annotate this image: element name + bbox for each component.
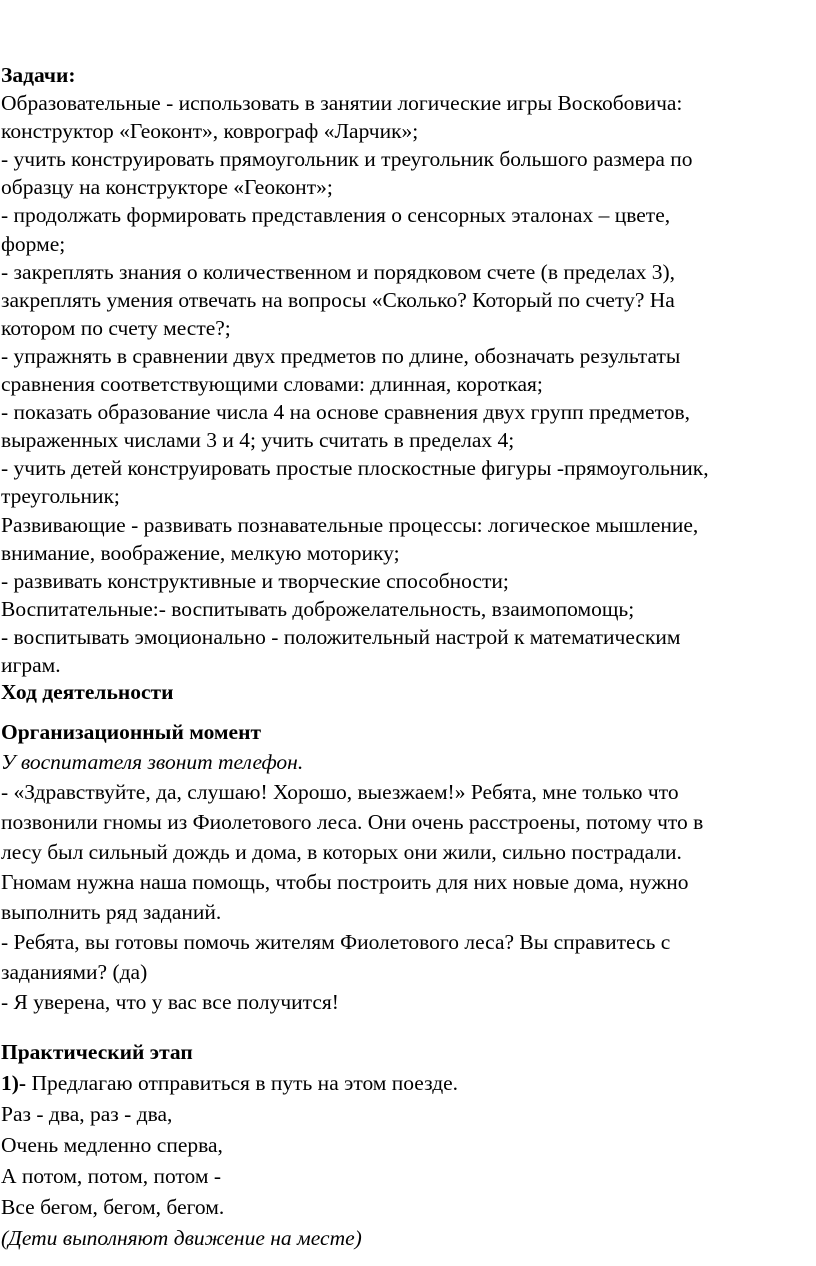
practical-section	[1, 1037, 813, 1254]
text-line: закреплять умения отвечать на вопросы «Сколько? Который по счету? На	[1, 287, 675, 312]
poem-line: Очень медленно сперва,	[1, 1133, 223, 1157]
step-text: Предлагаю отправиться в путь на этом поезде.	[26, 1071, 459, 1095]
text-line: - воспитывать эмоционально - положительный настрой к математическим	[1, 624, 681, 649]
text-line: - Ребята, вы готовы помочь жителям Фиолетового леса? Вы справитесь с	[1, 930, 671, 954]
text-line: внимание, воображение, мелкую моторику;	[1, 540, 400, 565]
text-line: форме;	[1, 231, 66, 256]
text-line: - показать образование числа 4 на основе сравнения двух групп предметов,	[1, 400, 690, 425]
text-line: выраженных числами 3 и 4; учить считать в пределах 4;	[1, 428, 515, 453]
text-line: выполнить ряд заданий.	[1, 900, 222, 924]
tasks-section	[1, 61, 813, 679]
tasks-heading: Задачи:	[1, 63, 76, 87]
text-line: - «Здравствуйте, да, слушаю! Хорошо, выезжаем!» Ребята, мне только что	[1, 780, 679, 804]
text-line: - учить конструировать прямоугольник и треугольник большого размера по	[1, 147, 693, 172]
practical-remark: (Дети выполняют движение на месте)	[1, 1226, 362, 1250]
hod-heading: Ход деятельности	[1, 680, 174, 704]
text-line: - продолжать формировать представления о сенсорных эталонах – цвете,	[1, 203, 671, 228]
poem-line: Все бегом, бегом, бегом.	[1, 1195, 225, 1219]
text-line: треугольник;	[1, 484, 120, 509]
text-line: Образовательные - использовать в занятии логические игры Воскобовича:	[1, 91, 683, 116]
text-line: конструктор «Геоконт», коврограф «Ларчик»;	[1, 119, 419, 144]
org-section	[1, 717, 813, 1017]
text-line: - закреплять знания о количественном и порядковом счете (в пределах 3),	[1, 259, 676, 284]
text-line: лесу был сильный дождь и дома, в которых они жили, сильно пострадали.	[1, 840, 682, 864]
text-line: сравнения соответствующими словами: длинная, короткая;	[1, 372, 543, 397]
text-line: Воспитательные:- воспитывать доброжелательность, взаимопомощь;	[1, 596, 635, 621]
text-line: позвонили гномы из Фиолетового леса. Они очень расстроены, потому что в	[1, 810, 704, 834]
org-remark: У воспитателя звонит телефон.	[1, 750, 304, 774]
text-line: - развивать конструктивные и творческие способности;	[1, 568, 509, 593]
step-line	[1, 1068, 813, 1099]
text-line: - Я уверена, что у вас все получится!	[1, 990, 339, 1014]
text-line: - упражнять в сравнении двух предметов по длине, обозначать результаты	[1, 343, 681, 368]
org-heading: Организационный момент	[1, 720, 262, 744]
text-line: Развивающие - развивать познавательные процессы: логическое мышление,	[1, 512, 699, 537]
text-line: заданиями? (да)	[1, 960, 148, 984]
poem-line: Раз - два, раз - два,	[1, 1102, 173, 1126]
text-line: образцу на конструкторе «Геоконт»;	[1, 175, 333, 200]
practical-heading: Практический этап	[1, 1040, 193, 1064]
text-line: играм.	[1, 652, 61, 677]
step-number: 1)-	[1, 1071, 27, 1095]
text-line: Гномам нужна наша помощь, чтобы построить для них новые дома, нужно	[1, 870, 689, 894]
text-line: - учить детей конструировать простые плоскостные фигуры -прямоугольник,	[1, 456, 709, 481]
text-line: котором по счету месте?;	[1, 315, 231, 340]
poem-line: А потом, потом, потом -	[1, 1164, 222, 1188]
